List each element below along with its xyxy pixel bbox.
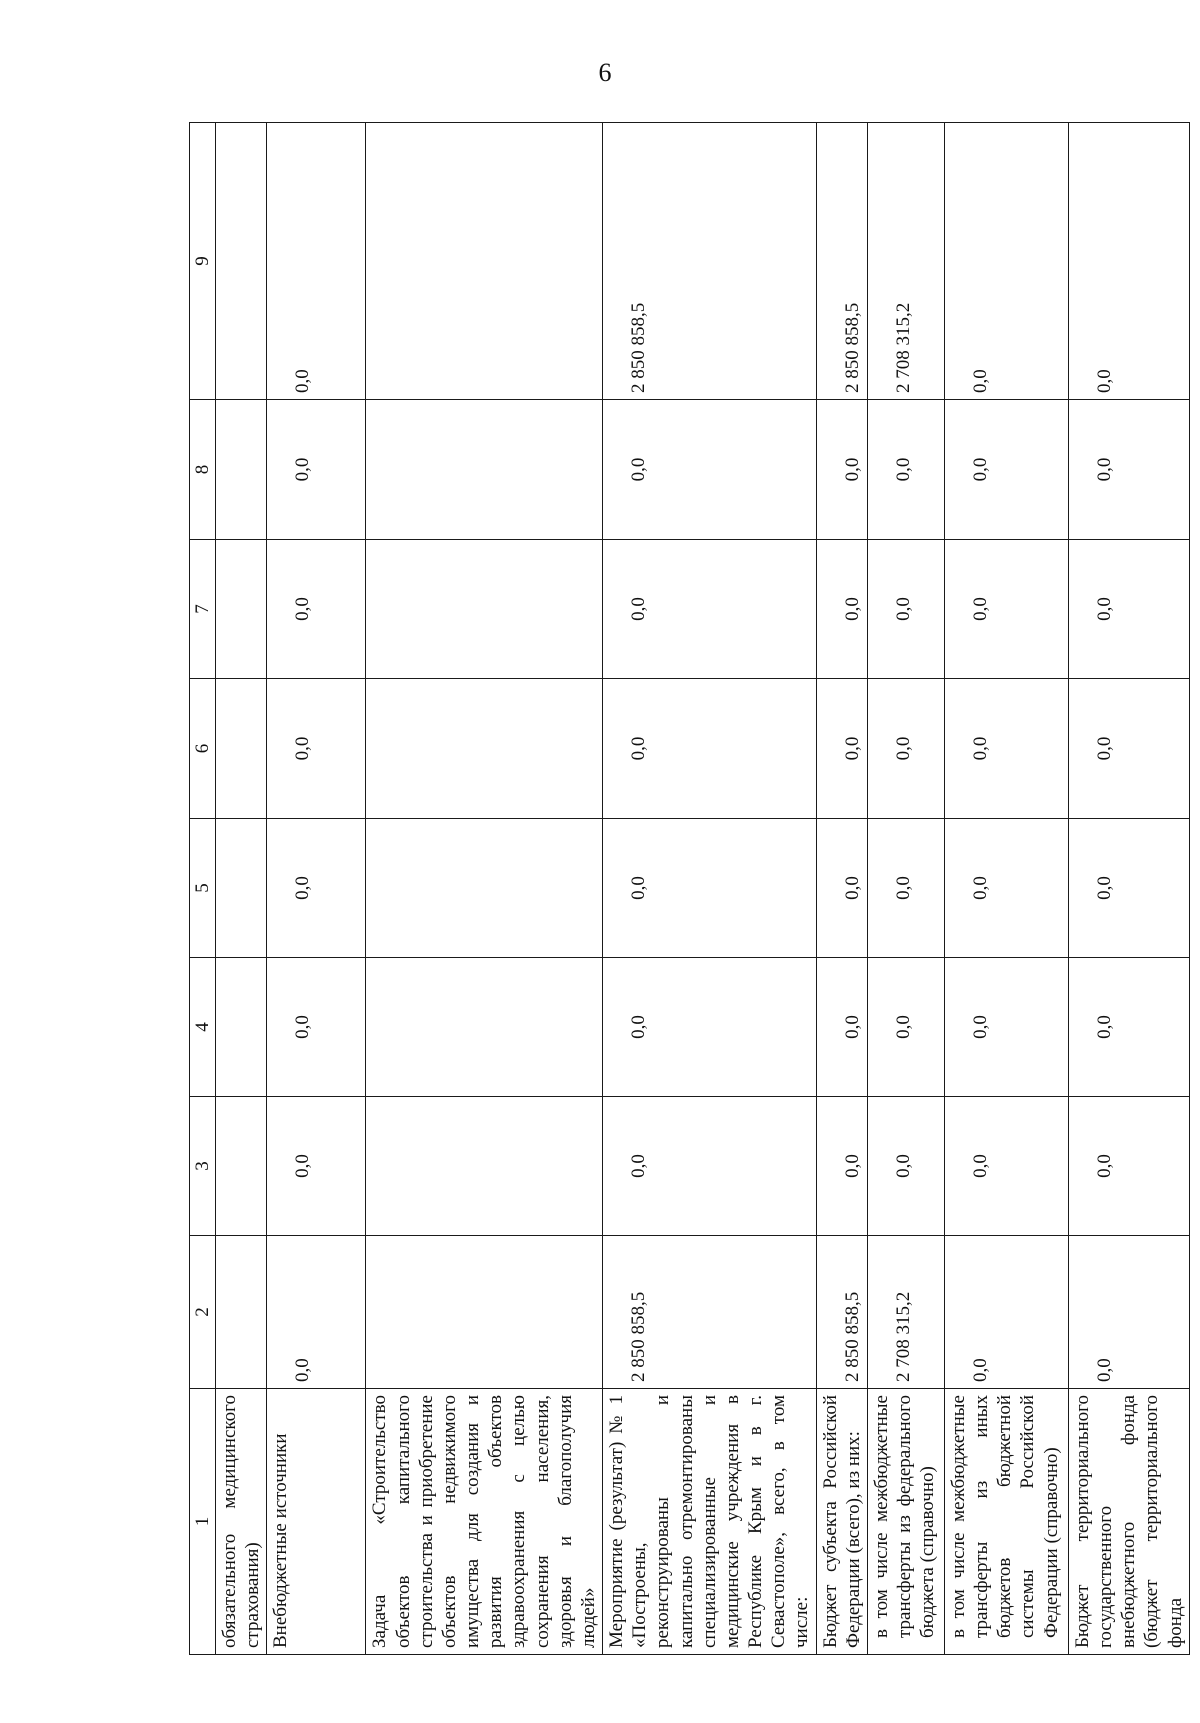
column-number: 7 xyxy=(190,540,216,679)
budget-table xyxy=(189,122,1190,1655)
cell-value: 0,0 xyxy=(603,819,817,958)
cell-value: 0,0 xyxy=(267,819,366,958)
cell-value: 0,0 xyxy=(603,679,817,819)
cell-value: 0,0 xyxy=(1068,958,1189,1097)
cell-value: 0,0 xyxy=(867,958,944,1097)
cell-value: 0,0 xyxy=(1068,1236,1189,1389)
cell-value: 0,0 xyxy=(267,400,366,540)
cell-value: 0,0 xyxy=(1068,1097,1189,1236)
cell-value: 0,0 xyxy=(867,540,944,679)
table-row xyxy=(867,123,944,1655)
column-number: 3 xyxy=(190,1097,216,1236)
cell-value: 0,0 xyxy=(1068,540,1189,679)
cell-value: 2 708 315,2 xyxy=(867,123,944,400)
cell-value: 0,0 xyxy=(1068,123,1189,400)
column-number: 5 xyxy=(190,819,216,958)
cell-value: 0,0 xyxy=(944,679,1068,819)
column-number: 6 xyxy=(190,679,216,819)
row-name: обязательного медицинского страхования) xyxy=(216,1389,267,1655)
cell-value xyxy=(216,1097,267,1236)
column-number: 1 xyxy=(190,1389,216,1655)
cell-value: 0,0 xyxy=(267,123,366,400)
table-row xyxy=(366,123,603,1655)
cell-value xyxy=(216,679,267,819)
table-row xyxy=(944,123,1068,1655)
cell-value xyxy=(216,540,267,679)
cell-value: 0,0 xyxy=(267,958,366,1097)
cell-value: 0,0 xyxy=(944,958,1068,1097)
table-row xyxy=(216,123,267,1655)
cell-value xyxy=(216,958,267,1097)
cell-value: 2 850 858,5 xyxy=(603,123,817,400)
cell-value: 0,0 xyxy=(944,123,1068,400)
cell-value: 0,0 xyxy=(816,958,867,1097)
cell-value: 2 850 858,5 xyxy=(816,1236,867,1389)
cell-value: 0,0 xyxy=(603,400,817,540)
cell-value: 2 708 315,2 xyxy=(867,1236,944,1389)
cell-value: 0,0 xyxy=(1068,400,1189,540)
cell-value xyxy=(366,123,603,400)
column-number: 4 xyxy=(190,958,216,1097)
cell-value xyxy=(366,819,603,958)
cell-value: 0,0 xyxy=(816,540,867,679)
table-row xyxy=(603,123,817,1655)
column-number: 8 xyxy=(190,400,216,540)
cell-value xyxy=(366,1236,603,1389)
cell-value xyxy=(366,540,603,679)
cell-value: 0,0 xyxy=(267,540,366,679)
cell-value: 0,0 xyxy=(867,400,944,540)
cell-value: 0,0 xyxy=(603,540,817,679)
cell-value xyxy=(216,1236,267,1389)
cell-value: 0,0 xyxy=(944,1097,1068,1236)
cell-value: 0,0 xyxy=(1068,679,1189,819)
column-number-row xyxy=(190,123,216,1655)
cell-value: 0,0 xyxy=(944,819,1068,958)
cell-value: 0,0 xyxy=(603,958,817,1097)
cell-value: 2 850 858,5 xyxy=(603,1236,817,1389)
row-name: Бюджет субъекта Российской Федерации (всего), из них: xyxy=(816,1389,867,1655)
cell-value: 0,0 xyxy=(816,819,867,958)
table-row xyxy=(816,123,867,1655)
cell-value xyxy=(366,1097,603,1236)
row-name: Мероприятие (результат) № 1 «Построены, реконструированы и капитально отремонтированы специализированные и медицинские учреждения в Республике Крым и в г. Севастополе», всего, в том числе: xyxy=(603,1389,817,1655)
cell-value xyxy=(366,958,603,1097)
cell-value: 0,0 xyxy=(816,1097,867,1236)
column-number: 9 xyxy=(190,123,216,400)
cell-value xyxy=(366,679,603,819)
cell-value: 0,0 xyxy=(867,1097,944,1236)
row-name: Задача «Строительство объектов капитального строительства и приобретение объектов недвижимого имущества для создания и развития объектов здравоохранения с целью сохранения населения, здоровья и благополучия людей» xyxy=(366,1389,603,1655)
cell-value: 0,0 xyxy=(267,1236,366,1389)
cell-value: 0,0 xyxy=(867,679,944,819)
cell-value: 0,0 xyxy=(944,400,1068,540)
cell-value xyxy=(216,123,267,400)
cell-value xyxy=(216,400,267,540)
cell-value: 0,0 xyxy=(603,1097,817,1236)
cell-value xyxy=(366,400,603,540)
cell-value: 0,0 xyxy=(816,400,867,540)
cell-value xyxy=(216,819,267,958)
rotated-table-wrapper xyxy=(189,123,1186,1655)
row-name: в том числе межбюджетные трансферты из иных бюджетов бюджетной системы Российской Федерации (справочно) xyxy=(944,1389,1068,1655)
table-row xyxy=(267,123,366,1655)
cell-value: 2 850 858,5 xyxy=(816,123,867,400)
row-name: Внебюджетные источники xyxy=(267,1389,366,1655)
cell-value: 0,0 xyxy=(267,679,366,819)
cell-value: 0,0 xyxy=(944,540,1068,679)
row-name: Бюджет территориального государственного внебюджетного фонда (бюджет территориального фонда xyxy=(1068,1389,1189,1655)
cell-value: 0,0 xyxy=(944,1236,1068,1389)
column-number: 2 xyxy=(190,1236,216,1389)
cell-value: 0,0 xyxy=(267,1097,366,1236)
cell-value: 0,0 xyxy=(867,819,944,958)
cell-value: 0,0 xyxy=(816,679,867,819)
page-number: 6 xyxy=(598,58,612,87)
cell-value: 0,0 xyxy=(1068,819,1189,958)
table-row xyxy=(1068,123,1189,1655)
row-name: в том числе межбюджетные трансферты из федерального бюджета (справочно) xyxy=(867,1389,944,1655)
